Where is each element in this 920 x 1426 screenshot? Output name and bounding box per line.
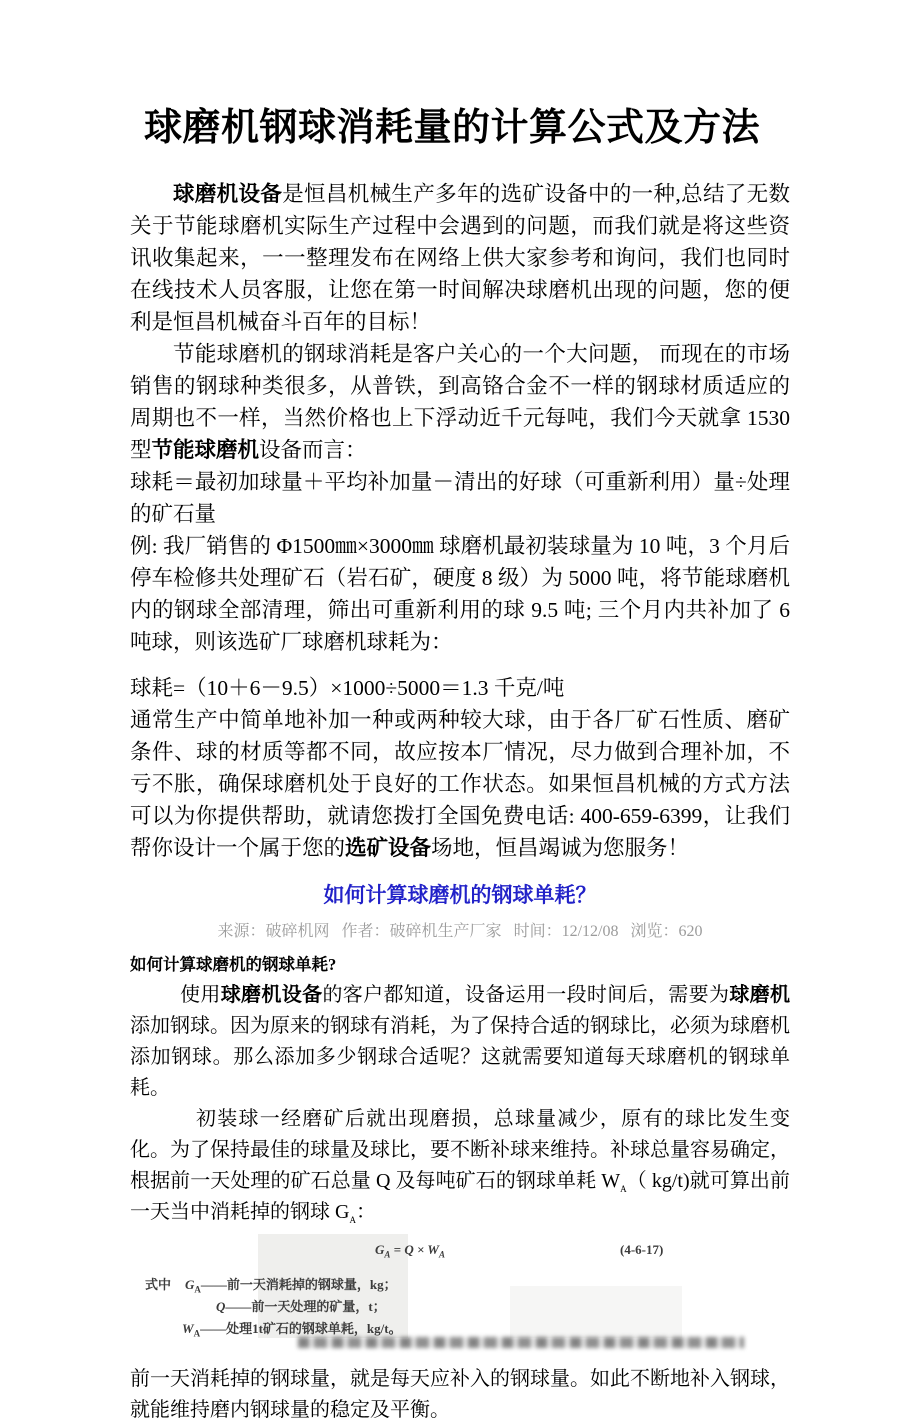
- refill-text-1: 初装球一经磨矿后就出现磨损，总球量减少，原有的球比发生变化。为了保持最佳的球量及球比，要不断补球来维持。补球总量容易确定，根据前一天处理的矿石总量 Q 及每吨矿石的钢球单耗 W: [130, 1108, 790, 1192]
- advice-text-post: 场地，恒昌竭诚为您服务！: [431, 836, 690, 860]
- meta-source: [218, 923, 330, 940]
- bold-term-beneficiation-equipment: 选矿设备: [345, 836, 432, 860]
- bold-term-ball-mill: 球磨机: [729, 984, 791, 1006]
- closing-paragraph: 前一天消耗掉的钢球量，就是每天应补入的钢球量。如此不断地补入钢球，就能维持磨内钢球量的稳定及平衡。: [130, 1368, 790, 1421]
- legend-3-symbol: W: [182, 1321, 194, 1336]
- meta-time: [514, 923, 619, 940]
- usage-text-post: 添加钢球。因为原来的钢球有消耗，为了保持合适的钢球比，必须为球磨机添加钢球。那么添加多少钢球合适呢？这就需要知道每天球磨机的钢球单耗。: [130, 1015, 790, 1099]
- meta-author-label: 作者：: [341, 923, 390, 940]
- usage-text-pre: 使用: [180, 984, 221, 1006]
- meta-source-value: 破碎机网: [265, 923, 330, 940]
- formula-legend-line-3: [182, 1318, 402, 1337]
- example-paragraph: 例: 我厂销售的 Φ1500㎜×3000㎜ 球磨机最初装球量为 10 吨，3 个月后停车检修共处理矿石（岩石矿，硬度 8 级）为 5000 吨，将节能球磨机内的钢球全部清理，筛出可重新利用的球 9.5 吨; 三个月内共补加了 6 吨球，则该选矿厂球磨机球耗为：: [130, 534, 790, 654]
- legend-2-text: ——前一天处理的矿量，t；: [225, 1299, 386, 1314]
- legend-2-symbol: Q: [216, 1299, 226, 1314]
- meta-author: [342, 923, 502, 940]
- legend-1-text: ——前一天消耗掉的钢球量，kg；: [200, 1277, 397, 1292]
- meta-time-label: 时间：: [513, 923, 562, 940]
- advice-text-pre: 通常生产中简单地补加一种或两种较大球，由于各厂矿石性质、磨矿条件、球的材质等都不同，故应按本厂情况，尽力做到合理补加，不亏不胀，确保球磨机处于良好的工作状态。如果恒昌机械的方式方法可以为你提供帮助，就请您拨打全国免费电话: 400-659-6399，让我们帮你设计一个属于您的: [130, 708, 790, 860]
- equation-rhs-sub: A: [438, 1249, 445, 1260]
- formula-equation: [375, 1242, 445, 1258]
- legend-1-sub: A: [194, 1284, 201, 1295]
- formula-legend-line-2: [216, 1296, 386, 1315]
- result-formula-line: 球耗=（10＋6－9.5）×1000÷5000＝1.3 千克/吨: [130, 676, 565, 700]
- equation-mid: = Q × W: [390, 1242, 439, 1257]
- consumption-text-pre: 节能球磨机的钢球消耗是客户关心的一个大问题， 而现在的市场销售的钢球种类很多，从普铁，到高铬合金不一样的钢球材质适应的周期也不一样，当然价格也上下浮动近千元每吨，我们今天就拿 1530 型: [130, 342, 790, 462]
- legend-intro: 式中: [145, 1277, 172, 1292]
- section2-heading: 如何计算球磨机的钢球单耗？: [323, 883, 597, 907]
- consumption-text-post: 设备而言：: [259, 438, 367, 462]
- meta-views: [630, 923, 702, 940]
- scan-shading-band-light: [510, 1286, 682, 1338]
- refill-paragraph: [130, 1104, 790, 1228]
- equation-number: (4-6-17): [620, 1242, 664, 1257]
- blurred-cutoff-text-strip: [298, 1337, 744, 1348]
- subscript-a-1: A: [620, 1184, 627, 1194]
- legend-1-symbol: G: [185, 1277, 195, 1292]
- equation-lhs: G: [375, 1242, 385, 1257]
- formula-definition-line: 球耗＝最初加球量＋平均补加量－清出的好球（可重新利用）量÷处理的矿石量: [130, 470, 790, 526]
- bold-term-ball-mill-equipment-2: 球磨机设备: [220, 984, 323, 1006]
- subscript-a-2: A: [349, 1215, 356, 1225]
- refill-text-3: ：: [355, 1201, 376, 1223]
- consumption-paragraph: [130, 338, 790, 466]
- legend-1-body: [185, 1277, 397, 1295]
- advice-paragraph: [130, 704, 790, 864]
- formula-legend-line-1: [145, 1274, 397, 1293]
- bold-term-energy-saving-ball-mill: 节能球磨机: [151, 438, 260, 462]
- meta-source-label: 来源：: [217, 923, 266, 940]
- formula-scan-image: [138, 1234, 778, 1346]
- equation-lhs-sub: A: [384, 1249, 391, 1260]
- intro-text: 是恒昌机械生产多年的选矿设备中的一种,总结了无数关于节能球磨机实际生产过程中会遇到的问题，而我们就是将这些资讯收集起来，一一整理发布在网络上供大家参考和询问，我们也同时在线技术人员客服，让您在第一时间解决球磨机出现的问题，您的便利是恒昌机械奋斗百年的目标！: [130, 182, 790, 334]
- article-meta-line: [130, 922, 790, 942]
- legend-3-text: ——处理1t矿石的钢球单耗，kg/t。: [200, 1321, 402, 1336]
- usage-paragraph: [130, 980, 790, 1104]
- legend-3-sub: A: [193, 1328, 201, 1339]
- meta-time-value: 12/12/08: [561, 923, 619, 940]
- page-title: 球磨机钢球消耗量的计算公式及方法: [144, 107, 761, 149]
- refill-text-2: （ kg/t)就可算出前一天当中消耗掉的钢球 G: [130, 1170, 790, 1223]
- section2-subheading: 如何计算球磨机的钢球单耗?: [130, 955, 337, 974]
- meta-author-value: 破碎机生产厂家: [389, 923, 502, 940]
- meta-views-value: 620: [678, 923, 703, 940]
- bold-term-ball-mill-equipment: 球磨机设备: [173, 182, 283, 206]
- intro-paragraph: [130, 178, 790, 338]
- meta-views-label: 浏览：: [630, 923, 679, 940]
- usage-text-mid: 的客户都知道，设备运用一段时间后，需要为: [322, 984, 730, 1006]
